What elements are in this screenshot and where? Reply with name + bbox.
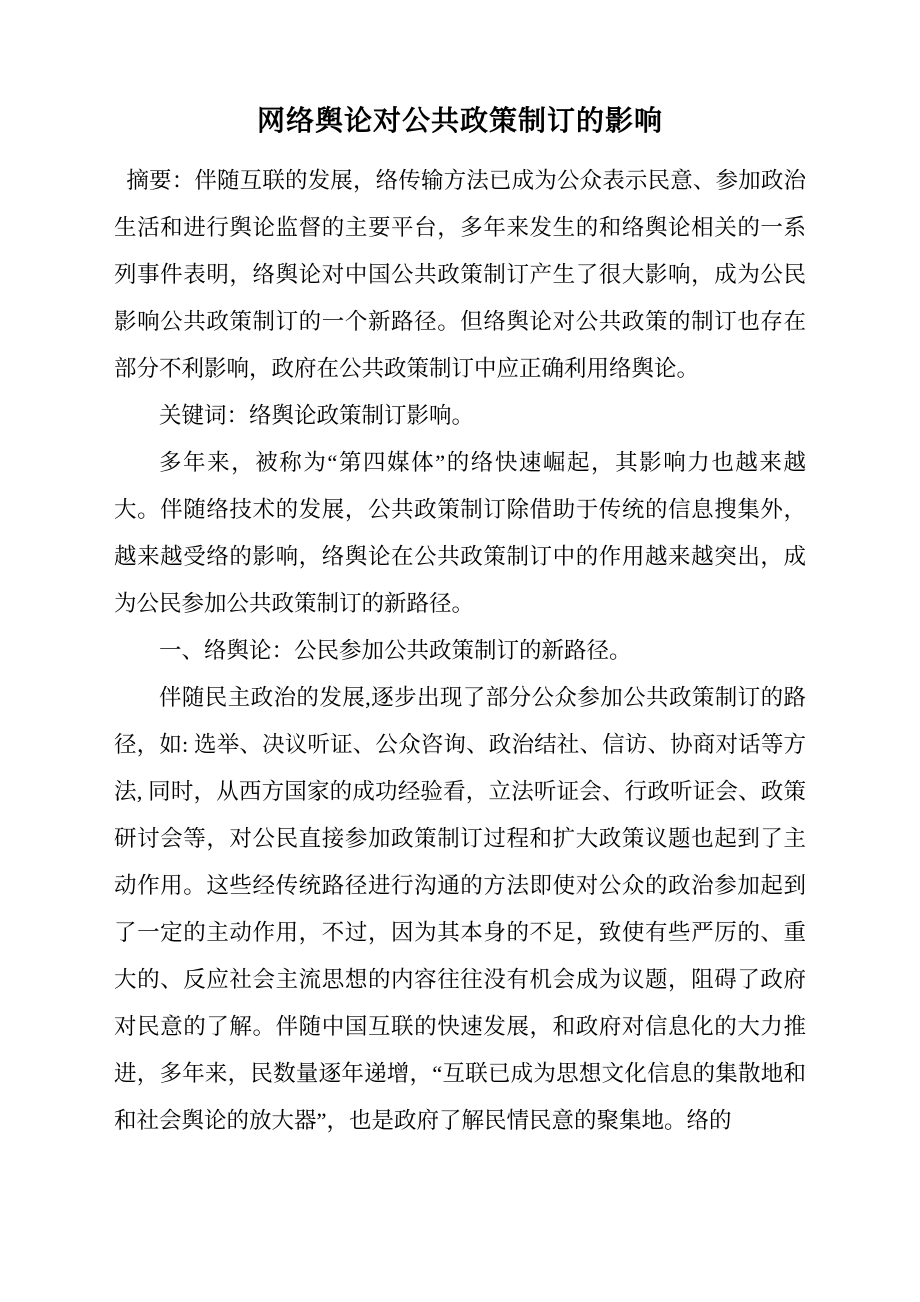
paragraph-body-1: 伴随民主政治的发展,逐步出现了部分公众参加公共政策制订的路径，如: 选举、决议听证、公众咨询、政治结社、信访、协商对话等方法, 同时，从西方国家的成功经验看，立法听证会、行政听证会、政策研讨会等，对公民直接参加政策制订过程和扩大政策议题也起到了主动作用。这些经传统路径进行沟通的方法即使对公众的政治参加起到了一定的主动作用，不过，因为其本身的不足，致使有些严厉的、重大的、反应社会主流思想的内容往往没有机会成为议题，阻碍了政府对民意的了解。伴随中国互联的快速发展，和政府对信息化的大力推进，多年来，民数量逐年递增，“互联已成为思想文化信息的集散地和和社会舆论的放大器”，也是政府了解民情民意的聚集地。络的 xyxy=(114,685,806,1133)
section-heading-1: 一、络舆论：公民参加公共政策制订的新路径。 xyxy=(159,638,632,663)
paragraph-abstract: 摘要：伴随互联的发展，络传输方法已成为公众表示民意、参加政治生活和进行舆论监督的主要平台，多年来发生的和络舆论相关的一系列事件表明，络舆论对中国公共政策制订产生了很大影响，成为公民影响公共政策制订的一个新路径。但络舆论对公共政策的制订也存在部分不利影响，政府在公共政策制订中应正确利用络舆论。 xyxy=(114,168,806,381)
document-title: 网络舆论对公共政策制订的影响 xyxy=(256,106,663,137)
paragraph-keywords: 关键词：络舆论政策制订影响。 xyxy=(159,403,475,428)
paragraph-intro: 多年来，被称为“第四媒体”的络快速崛起，其影响力也越来越大。伴随络技术的发展，公共政策制订除借助于传统的信息搜集外，越来越受络的影响，络舆论在公共政策制订中的作用越来越突出，成为公民参加公共政策制订的新路径。 xyxy=(114,450,806,616)
